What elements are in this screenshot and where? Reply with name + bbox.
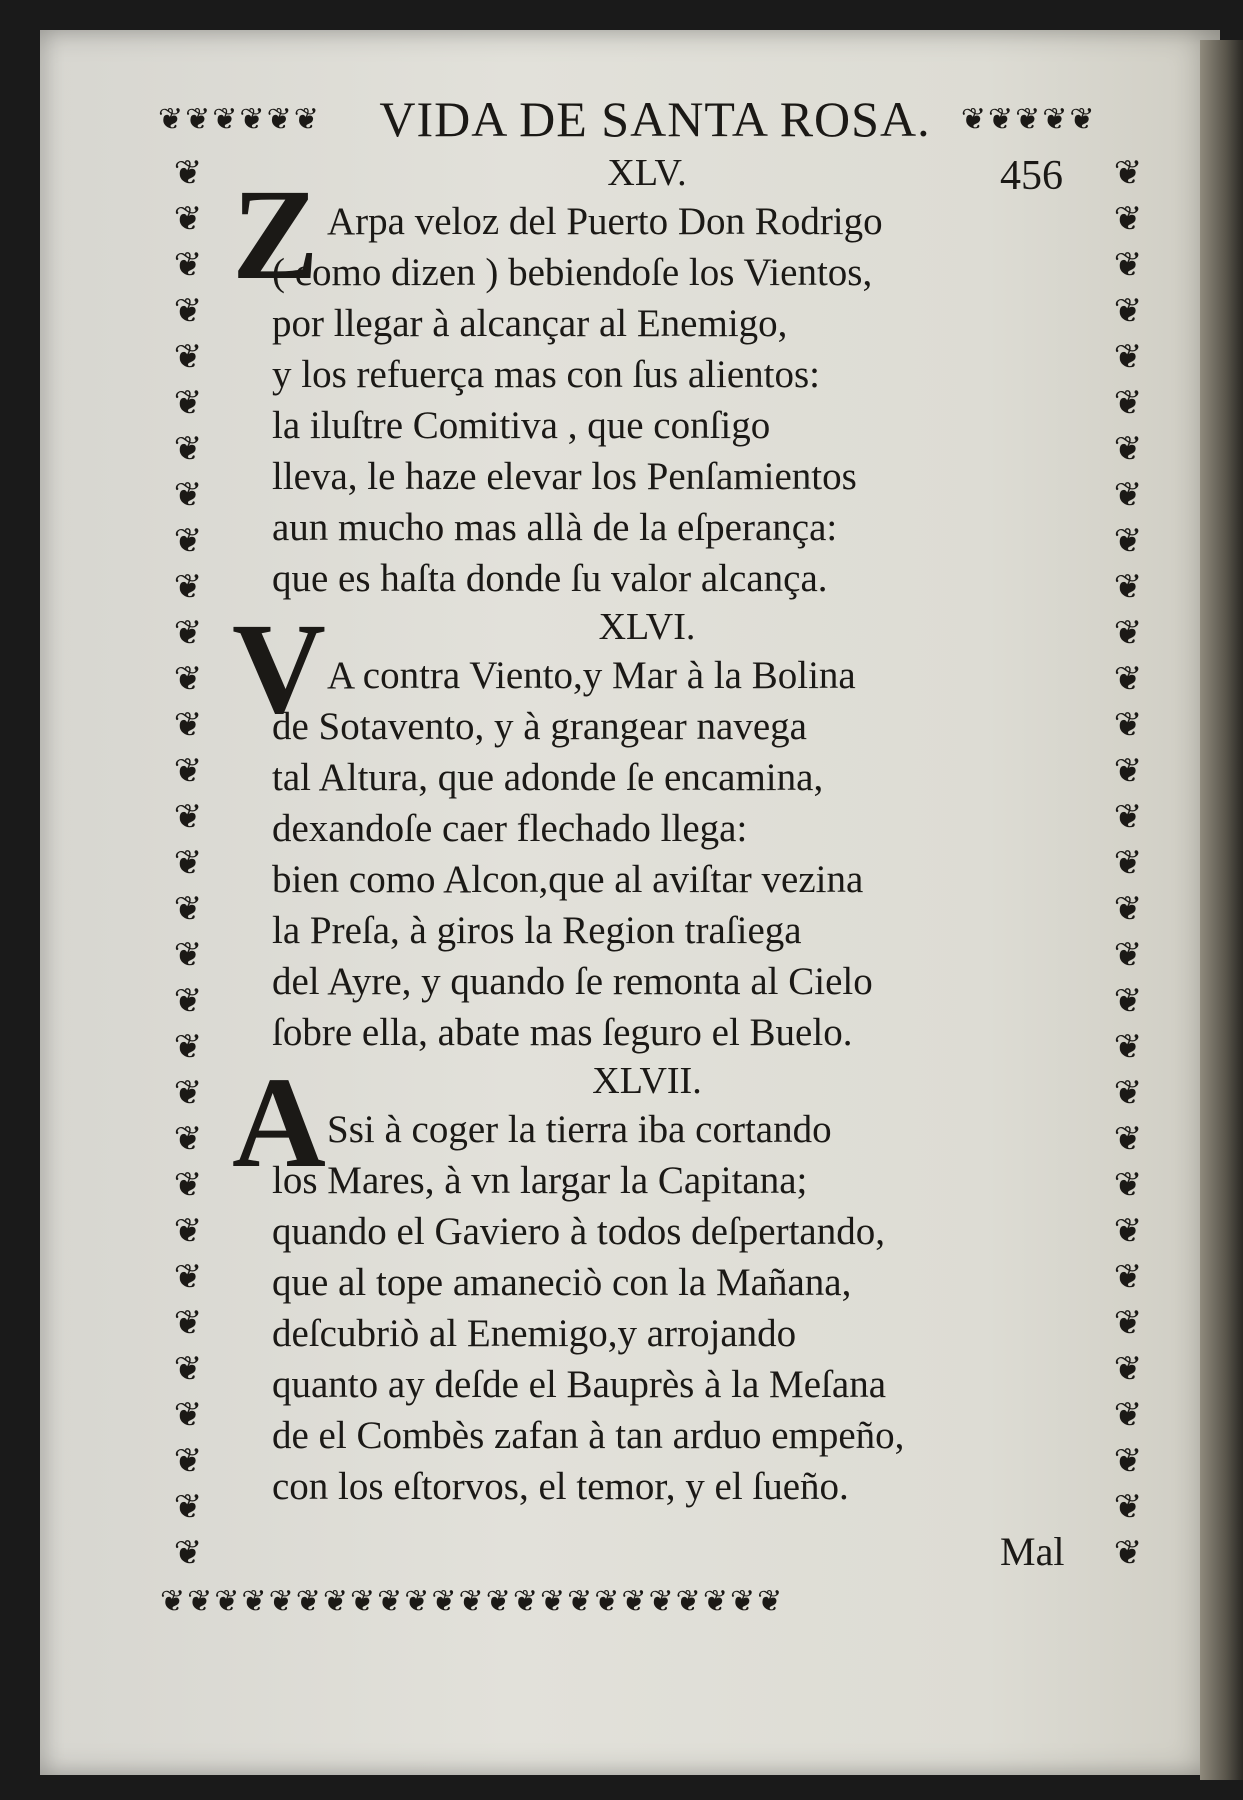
verse-line: tal Altura, que adonde ſe encamina, bbox=[272, 756, 824, 799]
verse-line: y los refuerça mas con ſus alientos: bbox=[272, 353, 820, 396]
ornament-border-top: ❦❦❦❦❦❦ ❦❦❦❦❦ bbox=[158, 102, 1097, 137]
drop-cap: A bbox=[232, 1051, 326, 1195]
verse-line: A contra Viento,y Mar à la Bolina bbox=[327, 654, 856, 697]
poem-text bbox=[232, 150, 1002, 1512]
stanza-45 bbox=[232, 150, 1002, 604]
verse-line: con los eſtorvos, el temor, y el ſueño. bbox=[272, 1465, 849, 1508]
verse-line: por llegar à alcançar al Enemigo, bbox=[272, 302, 788, 345]
drop-cap: V bbox=[232, 597, 326, 741]
stanza-47 bbox=[232, 1051, 1002, 1512]
verse-line: ſobre ella, abate mas ſeguro el Buelo. bbox=[272, 1011, 853, 1054]
ornament-top-left: ❦ bbox=[158, 102, 186, 137]
verse-line: que es haſta donde ſu valor alcança. bbox=[272, 557, 828, 600]
ornament-border-left: ❦ ❦ ❦ ❦ ❦ ❦ ❦ ❦ ❦ ❦ ❦ ❦ ❦ ❦ ❦ ❦ ❦ ❦ ❦ ❦ ❦ ❦ ❦ ❦ ❦ ❦ ❦ ❦ ❦ ❦ ❦ bbox=[173, 153, 203, 1573]
verse-line: los Mares, à vn largar la Capitana; bbox=[272, 1159, 808, 1202]
verse-line: quanto ay deſde el Bauprès à la Meſana bbox=[272, 1363, 887, 1406]
verse-line: ( como dizen ) bebiendoſe los Vientos, bbox=[272, 251, 873, 294]
drop-cap: Z bbox=[232, 163, 319, 307]
verse-line: que al tope amaneciò con la Mañana, bbox=[272, 1261, 852, 1304]
page-number: 456 bbox=[1000, 153, 1063, 199]
verse-line: la Preſa, à giros la Region traſiega bbox=[272, 909, 802, 952]
verse-line: Ssi à coger la tierra iba cortando bbox=[327, 1108, 832, 1151]
verse-line: dexandoſe caer flechado llega: bbox=[272, 807, 748, 850]
stanza-number: XLVII. bbox=[592, 1060, 702, 1102]
verse-line: aun mucho mas allà de la eſperança: bbox=[272, 506, 838, 549]
stanza-number: XLV. bbox=[607, 152, 687, 194]
verse-line: de el Combès zafan à tan arduo empeño, bbox=[272, 1414, 905, 1457]
catchword: Mal bbox=[1000, 1529, 1065, 1574]
ornament-border-bottom: ❦❦❦❦❦❦❦❦❦❦❦❦❦❦❦❦❦❦❦❦❦❦❦ bbox=[160, 1584, 785, 1619]
verse-line: la iluſtre Comitiva , que conſigo bbox=[272, 404, 771, 447]
verse-line: bien como Alcon,que al aviſtar vezina bbox=[272, 858, 864, 901]
verse-line: de Sotavento, y à grangear navega bbox=[272, 705, 807, 748]
verse-line: Arpa veloz del Puerto Don Rodrigo bbox=[327, 200, 883, 243]
page-edge bbox=[1200, 40, 1243, 1780]
verse-line: lleva, le haze elevar los Penſamientos bbox=[272, 455, 857, 498]
stanza-number: XLVI. bbox=[598, 606, 696, 648]
ornament-border-right: ❦ ❦ ❦ ❦ ❦ ❦ ❦ ❦ ❦ ❦ ❦ ❦ ❦ ❦ ❦ ❦ ❦ ❦ ❦ ❦ ❦ ❦ ❦ ❦ ❦ ❦ ❦ ❦ ❦ ❦ ❦ bbox=[1113, 153, 1143, 1573]
stanza-46 bbox=[232, 597, 1002, 1058]
running-title: VIDA DE SANTA ROSA. bbox=[379, 91, 931, 147]
verse-line: deſcubriò al Enemigo,y arrojando bbox=[272, 1312, 797, 1355]
verse-line: del Ayre, y quando ſe remonta al Cielo bbox=[272, 960, 873, 1003]
verse-line: quando el Gaviero à todos deſpertando, bbox=[272, 1210, 885, 1253]
